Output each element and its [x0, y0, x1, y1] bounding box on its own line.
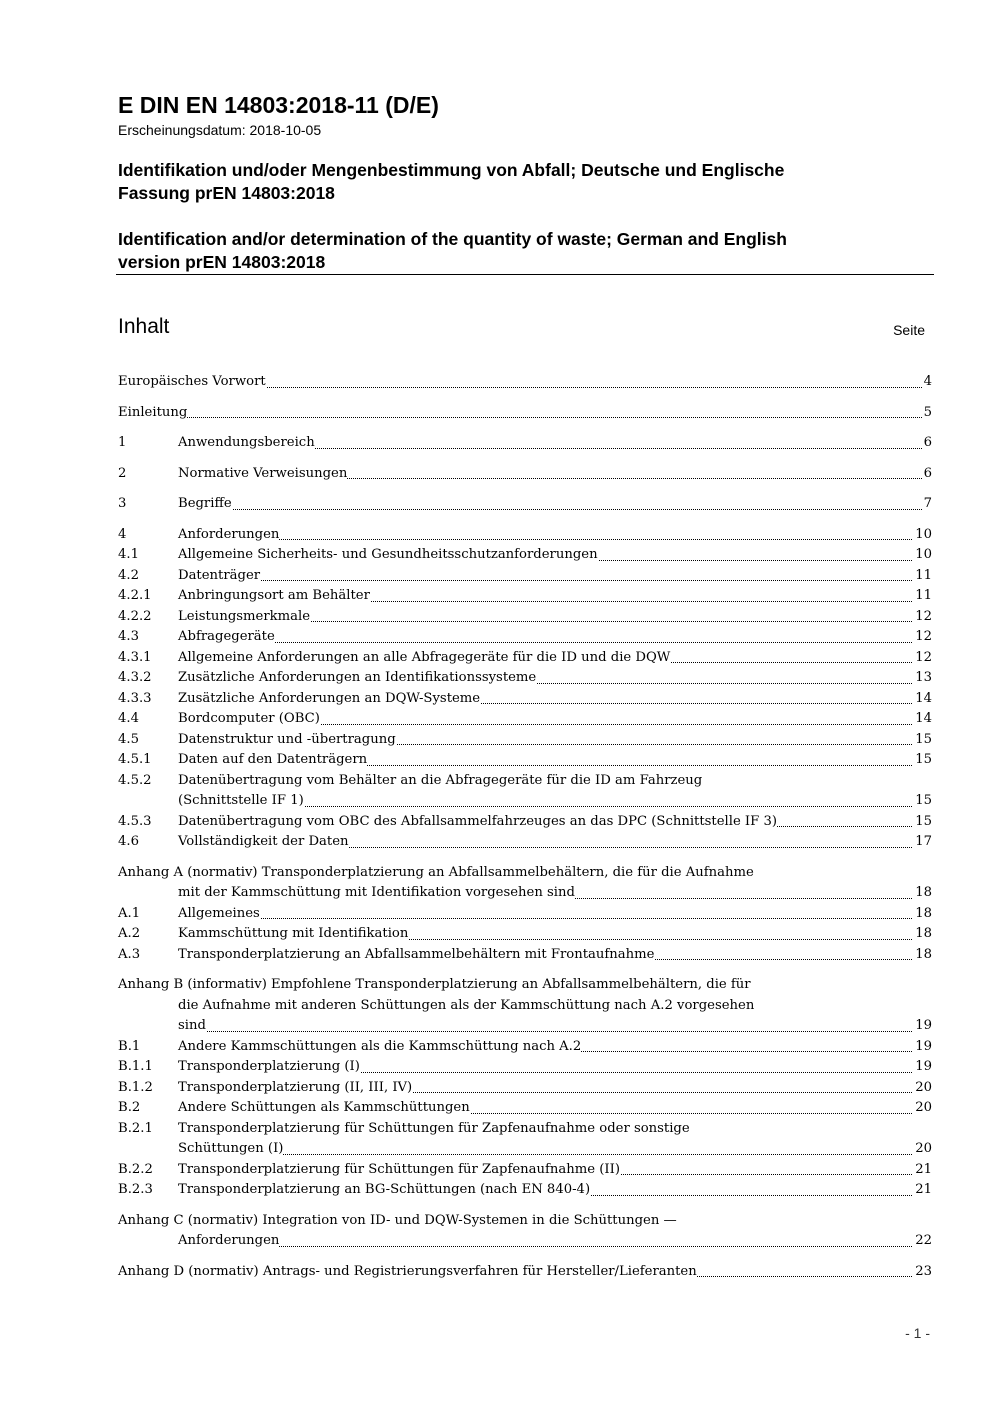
toc-entry-number: 4.6 [118, 834, 139, 849]
toc-entry-number: A.3 [118, 946, 141, 962]
toc-entry-number: 4.5.2 [118, 772, 152, 788]
toc-entry-page: 15 [913, 812, 932, 833]
toc-page-label: Seite [893, 322, 925, 338]
toc-entry-page: 18 [913, 883, 932, 904]
toc-entry-page: 10 [913, 545, 932, 566]
toc-entry[interactable] [118, 750, 932, 771]
toc-entry-title: Anhang A (normativ) Transponderplatzierung an Abfallsammelbehältern, die für die Aufnahme [118, 864, 754, 880]
toc-entry-title: Zusätzliche Anforderungen an Identifikationssysteme [178, 670, 537, 685]
toc-leader-dots [178, 1154, 932, 1155]
toc-entry-number: 4.4 [118, 711, 139, 726]
toc-entry[interactable] [118, 771, 932, 812]
toc-entry-page: 22 [913, 1231, 932, 1252]
toc-entry-number: B.2.2 [118, 1161, 153, 1177]
toc-entry-page: 12 [913, 648, 932, 669]
toc-entry-number: 3 [118, 496, 127, 511]
toc-entry-page: 11 [913, 586, 932, 607]
toc-entry[interactable] [118, 607, 932, 628]
toc-entry-title: Abfragegeräte [178, 629, 275, 644]
toc-entry[interactable] [118, 832, 932, 853]
toc-entry-title: Datenstruktur und -übertragung [178, 731, 396, 747]
toc-entry[interactable] [118, 372, 932, 393]
toc-entry[interactable] [118, 403, 932, 424]
toc-entry-page: 14 [913, 689, 932, 710]
toc-entry-title: Vollständigkeit der Daten [178, 834, 349, 849]
toc-entry-number: 4.3.3 [118, 690, 152, 706]
toc-entry[interactable] [118, 689, 932, 710]
standard-number: E DIN EN 14803:2018-11 (D/E) [118, 92, 439, 118]
title-german [118, 159, 918, 205]
toc-entry-number: B.1.2 [118, 1079, 153, 1095]
title-german-line-1: Identifikation und/oder Mengenbestimmung von Abfall; Deutsche und Englische [118, 160, 785, 180]
toc-entry-number: 2 [118, 465, 127, 481]
toc-entry[interactable] [118, 627, 932, 648]
toc-entry[interactable] [118, 1037, 932, 1058]
toc-entry[interactable] [118, 904, 932, 925]
toc-entry-page: 19 [913, 1057, 932, 1078]
publication-date: Erscheinungsdatum: 2018-10-05 [118, 122, 322, 138]
toc-entry-title: Andere Schüttungen als Kammschüttungen [178, 1100, 470, 1115]
toc-entry-title: Transponderplatzierung für Schüttungen für Zapfenaufnahme oder sonstige [178, 1120, 690, 1136]
toc-entry-title: (Schnittstelle IF 1) [178, 793, 304, 808]
title-english-line-2: version prEN 14803:2018 [118, 252, 326, 272]
toc-entry-title: Allgemeine Anforderungen an alle Abfragegeräte für die ID und die DQW [178, 649, 671, 665]
toc-entry-title: Kammschüttung mit Identifikation [178, 926, 409, 941]
toc-entry-title: Anforderungen [178, 1233, 280, 1248]
toc-entry-title: Transponderplatzierung (II, III, IV) [178, 1079, 413, 1095]
toc-entry-page: 11 [913, 566, 932, 587]
toc-entry-title: Begriffe [178, 496, 232, 511]
toc-entry[interactable] [118, 1160, 932, 1181]
toc-entry-title: Allgemeines [178, 905, 260, 921]
toc-entry[interactable] [118, 1057, 932, 1078]
toc-entry[interactable] [118, 1180, 932, 1201]
toc-entry-title: Transponderplatzierung (I) [178, 1059, 360, 1074]
toc-entry-page: 15 [913, 791, 932, 812]
toc-entry-number: 4.5.1 [118, 752, 152, 767]
toc-entry-number: 4.5.3 [118, 813, 152, 829]
toc-entry-page: 19 [913, 1016, 932, 1037]
toc-leader-dots [118, 509, 932, 510]
toc-entry-number: 4.3.1 [118, 649, 152, 665]
toc-entry-page: 21 [913, 1180, 932, 1201]
toc-entry[interactable] [118, 586, 932, 607]
toc-entry-number: B.1 [118, 1038, 141, 1054]
toc-leader-dots [178, 1031, 932, 1032]
page-number: - 1 - [905, 1325, 930, 1341]
toc-entry-title: Anhang B (informativ) Empfohlene Transponderplatzierung an Abfallsammelbehältern, die für [118, 977, 751, 992]
toc-entry-title: Anwendungsbereich [178, 435, 315, 450]
toc-entry-title: Andere Kammschüttungen als die Kammschüttung nach A.2 [178, 1038, 582, 1054]
toc-entry-page: 12 [913, 607, 932, 628]
toc-entry-title: Allgemeine Sicherheits- und Gesundheitsschutzanforderungen [178, 547, 598, 562]
toc-entry-title: Transponderplatzierung an Abfallsammelbehältern mit Frontaufnahme [178, 946, 655, 962]
toc-entry[interactable] [118, 433, 932, 454]
toc-entry-title: Transponderplatzierung an BG-Schüttungen (nach EN 840-4) [178, 1182, 591, 1197]
toc-entry[interactable] [118, 1119, 932, 1160]
toc-entry-number: B.2.1 [118, 1120, 153, 1136]
toc-entry-page: 7 [922, 494, 932, 515]
toc-entry-title: Daten auf den Datenträgern [178, 752, 368, 767]
toc-entry-title: Einleitung [118, 404, 188, 420]
toc-entry-number: 4.2.2 [118, 608, 152, 624]
toc-entry-title: Normative Verweisungen [178, 465, 348, 481]
toc-entry-page: 5 [922, 403, 932, 424]
toc-entry-title: Zusätzliche Anforderungen an DQW-Systeme [178, 690, 481, 706]
toc-entry-title: Transponderplatzierung für Schüttungen für Zapfenaufnahme (II) [178, 1161, 620, 1177]
toc-entry-page: 15 [913, 750, 932, 771]
toc-entry-page: 18 [913, 904, 932, 925]
toc-entry-number: B.1.1 [118, 1059, 153, 1074]
toc-entry-page: 23 [913, 1262, 932, 1283]
toc-entry-title: Datenübertragung vom OBC des Abfallsammelfahrzeuges an das DPC (Schnittstelle IF 3) [178, 813, 778, 829]
toc-entry-page: 18 [913, 924, 932, 945]
toc-entry-page: 12 [913, 627, 932, 648]
toc-entry-title: Datenübertragung vom Behälter an die Abfragegeräte für die ID am Fahrzeug [178, 772, 703, 788]
toc-entry[interactable] [118, 566, 932, 587]
toc-entry-page: 10 [913, 525, 932, 546]
toc-entry[interactable] [118, 545, 932, 566]
toc-entry-title: mit der Kammschüttung mit Identifikation vorgesehen sind [178, 885, 575, 900]
toc-leader-dots [118, 417, 932, 418]
toc-entry-number: 4.3 [118, 629, 139, 644]
toc-entry-page: 18 [913, 945, 932, 966]
toc-entry[interactable] [118, 1211, 932, 1252]
toc-entry-number: 4.2 [118, 567, 139, 583]
table-of-contents [118, 372, 932, 1282]
title-english [118, 228, 918, 274]
toc-entry-number: 4.5 [118, 731, 139, 747]
toc-entry[interactable] [118, 1098, 932, 1119]
toc-entry-number: 1 [118, 435, 127, 450]
toc-entry-title: Leistungsmerkmale [178, 608, 311, 624]
toc-entry-number: 4.3.2 [118, 670, 152, 685]
toc-entry[interactable] [118, 975, 932, 1037]
toc-entry[interactable] [118, 1078, 932, 1099]
toc-entry-page: 19 [913, 1037, 932, 1058]
toc-entry-page: 14 [913, 709, 932, 730]
toc-entry[interactable] [118, 648, 932, 669]
toc-entry-number: B.2 [118, 1100, 141, 1115]
title-german-line-2: Fassung prEN 14803:2018 [118, 183, 335, 203]
toc-entry-number: A.1 [118, 905, 141, 921]
toc-entry-title: Schüttungen (I) [178, 1141, 284, 1156]
toc-entry-page: 6 [922, 433, 932, 454]
toc-entry-number: 4.2.1 [118, 588, 152, 603]
title-english-line-1: Identification and/or determination of the quantity of waste; German and English [118, 229, 787, 249]
toc-entry[interactable] [118, 730, 932, 751]
toc-entry[interactable] [118, 1262, 932, 1283]
toc-entry[interactable] [118, 525, 932, 546]
toc-entry[interactable] [118, 668, 932, 689]
toc-entry[interactable] [118, 709, 932, 730]
toc-entry-title: sind [178, 1018, 206, 1033]
toc-entry-page: 13 [913, 668, 932, 689]
toc-entry-title: Anforderungen [178, 526, 280, 542]
toc-entry[interactable] [118, 863, 932, 904]
toc-entry-number: 4.1 [118, 547, 139, 562]
toc-entry[interactable] [118, 464, 932, 485]
toc-entry[interactable] [118, 924, 932, 945]
toc-entry-title: Datenträger [178, 567, 261, 583]
toc-entry-page: 17 [913, 832, 932, 853]
toc-entry-page: 21 [913, 1160, 932, 1181]
toc-entry-page: 4 [922, 372, 932, 393]
toc-entry[interactable] [118, 494, 932, 515]
toc-entry-number: B.2.3 [118, 1182, 153, 1197]
toc-heading: Inhalt [118, 315, 170, 338]
toc-entry-title: die Aufnahme mit anderen Schüttungen als der Kammschüttung nach A.2 vorgesehen [178, 997, 755, 1013]
toc-entry-page: 6 [922, 464, 932, 485]
toc-entry-title: Anhang C (normativ) Integration von ID- und DQW-Systemen in die Schüttungen — [118, 1212, 677, 1228]
toc-entry-title: Anbringungsort am Behälter [178, 588, 370, 603]
toc-entry-title: Bordcomputer (OBC) [178, 711, 320, 726]
header-divider [116, 274, 934, 275]
toc-entry-page: 15 [913, 730, 932, 751]
toc-entry-page: 20 [913, 1078, 932, 1099]
toc-entry-page: 20 [913, 1139, 932, 1160]
toc-entry-page: 20 [913, 1098, 932, 1119]
toc-leader-dots [178, 1246, 932, 1247]
toc-entry-title: Anhang D (normativ) Antrags- und Registrierungsverfahren für Hersteller/Lieferanten [118, 1263, 697, 1279]
toc-entry-title: Europäisches Vorwort [118, 374, 266, 389]
toc-entry-number: 4 [118, 526, 127, 542]
toc-entry-number: A.2 [118, 926, 141, 941]
toc-entry[interactable] [118, 945, 932, 966]
toc-entry[interactable] [118, 812, 932, 833]
